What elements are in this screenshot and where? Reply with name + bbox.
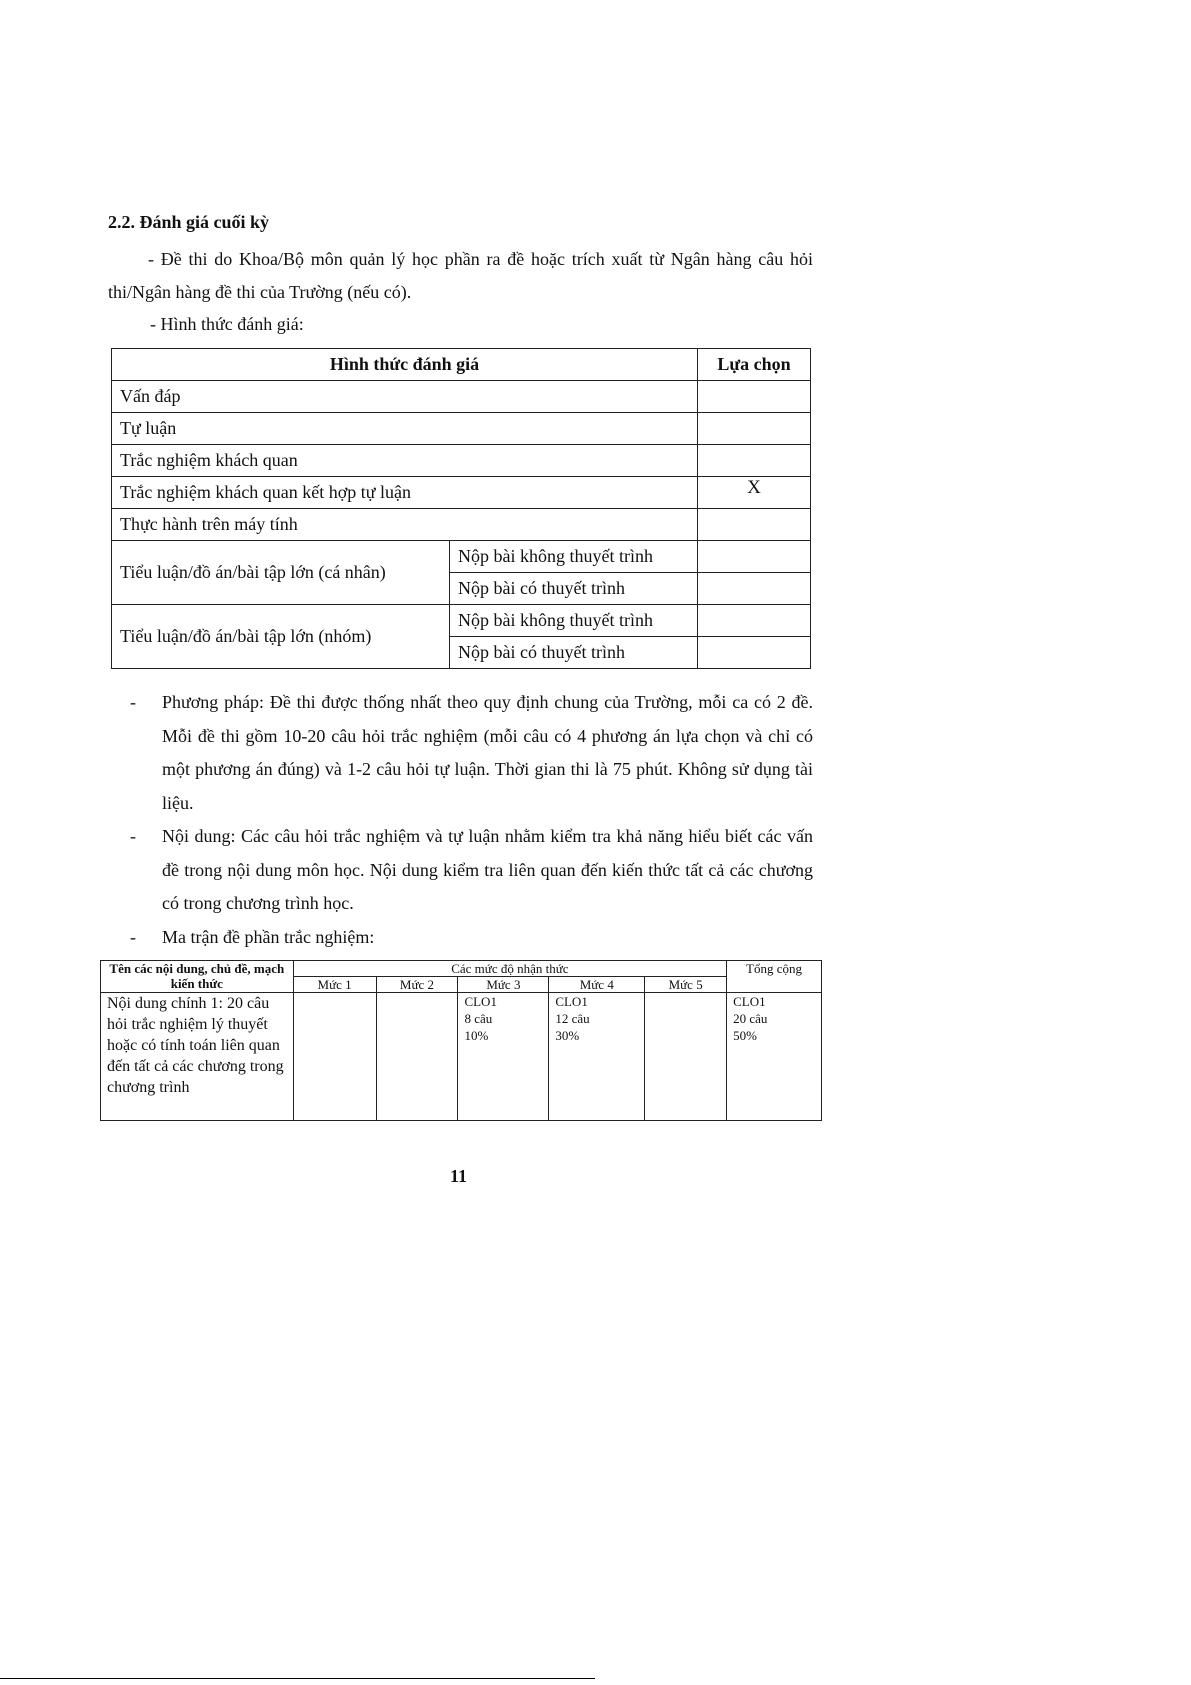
assessment-form-table — [111, 348, 811, 669]
matrix-l3-cell — [458, 993, 549, 1121]
row-choice — [698, 573, 811, 605]
matrix-header-row — [101, 961, 822, 977]
clo-label: CLO1 — [733, 994, 766, 1009]
group-label: Tiểu luận/đồ án/bài tập lớn (cá nhân) — [112, 541, 450, 605]
bullet-dash: - — [130, 926, 136, 947]
bullet-list — [130, 686, 813, 954]
row-label: Trắc nghiệm khách quan — [112, 445, 698, 477]
level-5: Mức 5 — [645, 977, 727, 993]
matrix-content-cell: Nội dung chính 1: 20 câu hỏi trắc nghiệm lý thuyết hoặc có tính toán liên quan đến tất cả các chương trong chương trình — [101, 993, 294, 1121]
matrix-l5-cell — [645, 993, 727, 1121]
row-label: Vấn đáp — [112, 381, 698, 413]
header-form: Hình thức đánh giá — [112, 349, 698, 381]
row-choice-selected: X — [698, 477, 811, 509]
percentage: 10% — [464, 1028, 489, 1043]
row-choice — [698, 541, 811, 573]
matrix-l2-cell — [376, 993, 458, 1121]
group-sub-label: Nộp bài có thuyết trình — [450, 637, 698, 669]
row-choice — [698, 445, 811, 477]
bullet-item — [130, 820, 813, 921]
table-header-row — [112, 349, 811, 381]
clo-label: CLO1 — [555, 994, 588, 1009]
level-4: Mức 4 — [549, 977, 645, 993]
table-row — [112, 477, 811, 509]
row-label: Trắc nghiệm khách quan kết hợp tự luận — [112, 477, 698, 509]
table-row — [112, 509, 811, 541]
row-choice — [698, 637, 811, 669]
section-title: 2.2. Đánh giá cuối kỳ — [108, 212, 270, 232]
matrix-header-total: Tổng cộng — [727, 961, 822, 993]
question-count: 8 câu — [464, 1011, 493, 1026]
table-row — [112, 413, 811, 445]
percentage: 30% — [555, 1028, 580, 1043]
level-3: Mức 3 — [458, 977, 549, 993]
form-label: - Hình thức đánh giá: — [150, 314, 304, 334]
bullet-text: Phương pháp: Đề thi được thống nhất theo quy định chung của Trường, mỗi ca có 2 đề. Mỗi đề thi gồm 10-20 câu hỏi trắc nghiệm (mỗi câu có 4 phương án lựa chọn và chỉ có một phương án đúng) và 1-2 câu hỏi tự luận. Thời gian thi là 75 phút. Không sử dụng tài liệu. — [162, 692, 813, 813]
header-choice: Lựa chọn — [698, 349, 811, 381]
group-sub-label: Nộp bài có thuyết trình — [450, 573, 698, 605]
table-row — [112, 445, 811, 477]
row-label: Tự luận — [112, 413, 698, 445]
matrix-header-content: Tên các nội dung, chủ đề, mạch kiến thức — [101, 961, 294, 993]
row-choice — [698, 509, 811, 541]
level-1: Mức 1 — [293, 977, 376, 993]
matrix-header-levels: Các mức độ nhận thức — [293, 961, 726, 977]
row-label: Thực hành trên máy tính — [112, 509, 698, 541]
row-choice — [698, 605, 811, 637]
group-sub-label: Nộp bài không thuyết trình — [450, 541, 698, 573]
table-row — [112, 605, 811, 637]
row-choice — [698, 413, 811, 445]
bullet-item — [130, 686, 813, 820]
footer-divider — [0, 1678, 595, 1679]
percentage: 50% — [733, 1028, 757, 1043]
group-label: Tiểu luận/đồ án/bài tập lớn (nhóm) — [112, 605, 450, 669]
bullet-dash: - — [130, 826, 136, 846]
group-sub-label: Nộp bài không thuyết trình — [450, 605, 698, 637]
matrix-l1-cell — [293, 993, 376, 1121]
matrix-data-row — [101, 993, 822, 1121]
matrix-l4-cell — [549, 993, 645, 1121]
bullet-text: Ma trận đề phần trắc nghiệm: — [162, 926, 375, 947]
table-row — [112, 541, 811, 573]
question-count: 12 câu — [555, 1011, 590, 1026]
matrix-total-cell — [727, 993, 822, 1121]
bullet-item — [130, 921, 813, 955]
question-count: 20 câu — [733, 1011, 768, 1026]
intro-paragraph: - Đề thi do Khoa/Bộ môn quản lý học phần ra đề hoặc trích xuất từ Ngân hàng câu hỏi thi/Ngân hàng đề thi của Trường (nếu có). — [108, 249, 813, 302]
level-2: Mức 2 — [376, 977, 458, 993]
row-choice — [698, 381, 811, 413]
page-number: 11 — [450, 1166, 468, 1186]
bullet-dash: - — [130, 692, 136, 712]
matrix-table — [100, 960, 822, 1121]
bullet-text: Nội dung: Các câu hỏi trắc nghiệm và tự luận nhằm kiểm tra khả năng hiểu biết các vấn đề trong nội dung môn học. Nội dung kiểm tra liên quan đến kiến thức tất cả các chương có trong chương trình học. — [162, 826, 813, 913]
table-row — [112, 381, 811, 413]
clo-label: CLO1 — [464, 994, 497, 1009]
